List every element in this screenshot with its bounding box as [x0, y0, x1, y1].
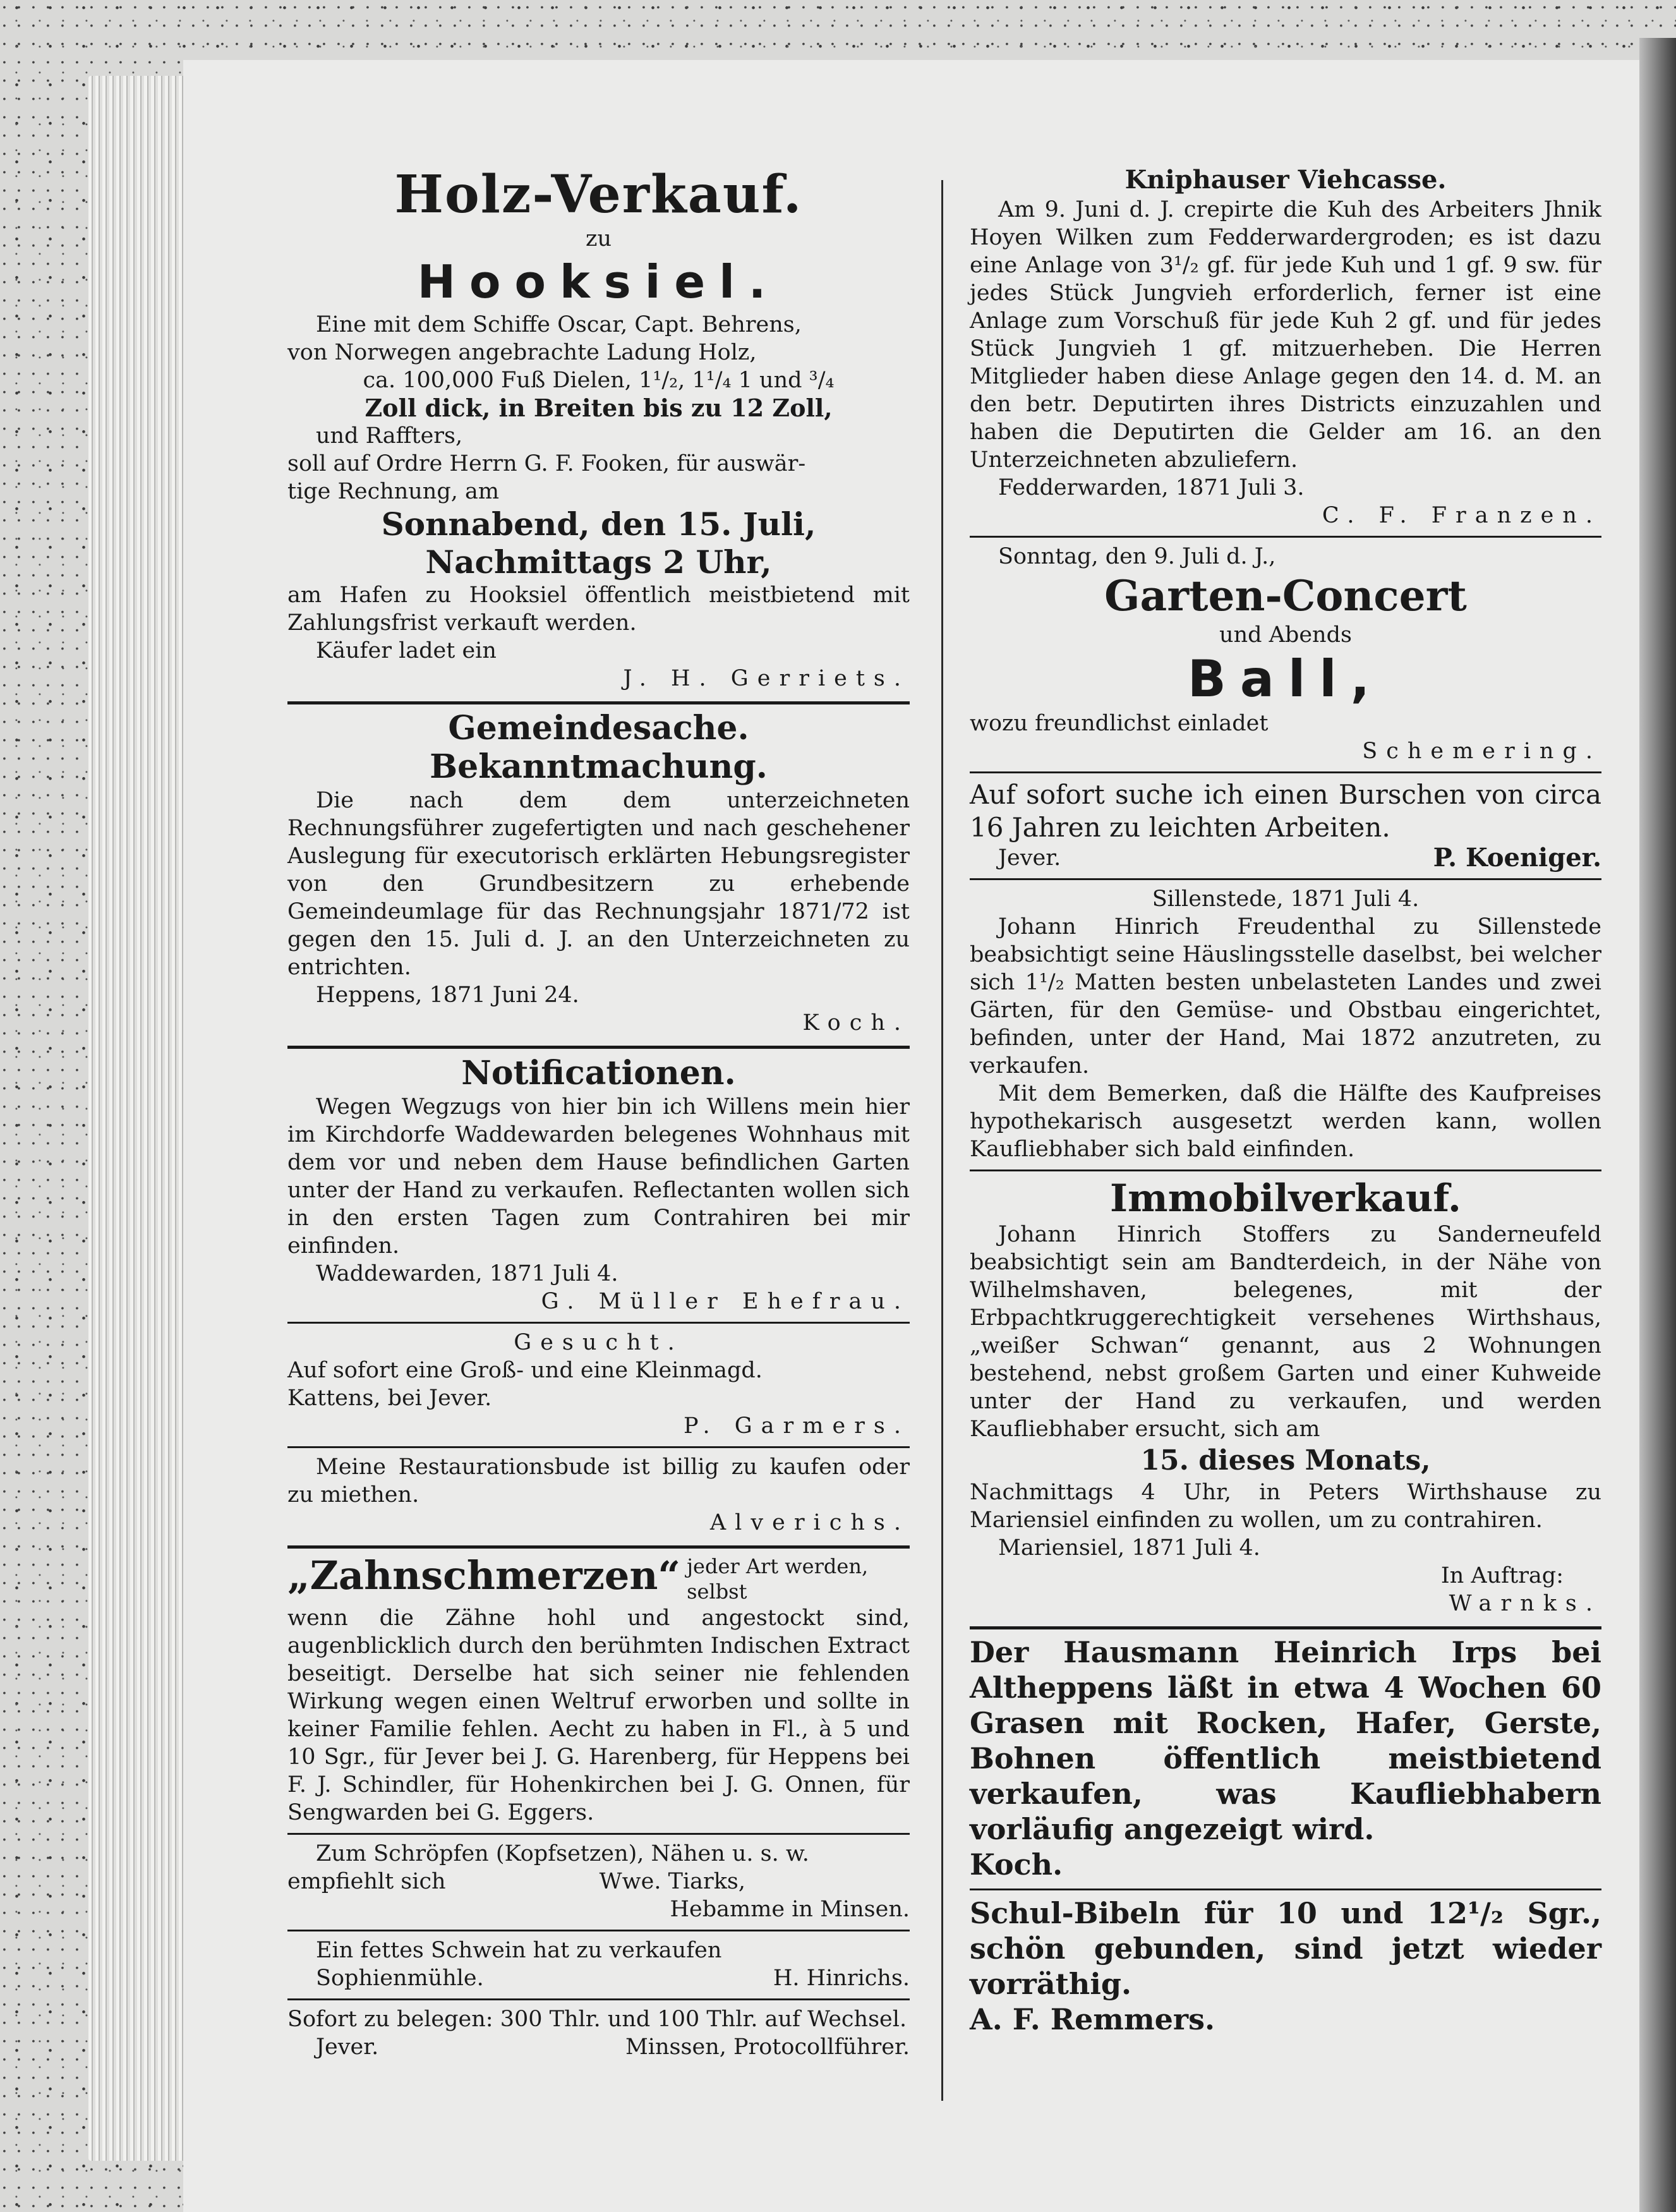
ad-schroepfen — [287, 1840, 910, 1923]
restauration-text: Meine Restaurationsbude ist billig zu kaufen oder zu miethen. — [287, 1454, 910, 1508]
ad-schwein — [287, 1937, 910, 1992]
holz-after: am Hafen zu Hooksiel öffentlich meistbietend mit Zahlungsfrist verkauft werden. — [287, 583, 910, 636]
separator — [287, 1833, 910, 1835]
zahn-title: „Zahnschmerzen“ — [287, 1552, 681, 1599]
ad-sofort — [287, 2005, 910, 2061]
holz-line-3: ca. 100,000 Fuß Dielen, 1¹/₂, 1¹/₄ 1 und ³/₄ — [363, 368, 835, 393]
gesucht-signer: P. Garmers. — [684, 1413, 910, 1439]
holz-line-6: soll auf Ordre Herrn G. F. Fooken, für auswär- — [287, 451, 806, 476]
bibel-text: Schul-Bibeln für 10 und 12¹/₂ Sgr., schön gebunden, sind jetzt wieder vorräthig. — [970, 1896, 1601, 2001]
irps-signer: Koch. — [970, 1847, 1063, 1882]
gemeinde-signer: Koch. — [802, 1010, 910, 1036]
immobil-text-2: Nachmittags 4 Uhr, in Peters Wirthshause zu Mariensiel einfinden zu wollen, um zu contrahiren. — [970, 1480, 1601, 1533]
gesucht-title: Gesucht. — [514, 1330, 684, 1355]
bursche-text: Auf sofort suche ich einen Burschen von circa 16 Jahren zu leichten Arbeiten. — [970, 779, 1601, 843]
immobil-place: Mariensiel, 1871 Juli 4. — [998, 1535, 1260, 1561]
concert-pre: Sonntag, den 9. Juli d. J., — [998, 544, 1276, 569]
separator — [287, 701, 910, 704]
ad-bursche — [970, 778, 1601, 872]
ad-garten-concert — [970, 543, 1601, 765]
separator — [287, 1545, 910, 1549]
ad-irps — [970, 1635, 1601, 1882]
schroepfen-line-2 — [287, 1868, 910, 1895]
notif-title: Notificationen. — [461, 1054, 736, 1092]
gemeinde-text: Die nach dem dem unterzeichneten Rechnungsführer zugefertigten und nach geschehener Auslegung für executorisch erklärten Hebungsregister von den Grundbesitzern zu erhebende Gemeindeumlage für das Rechnungsjahr 1871/72 ist gegen den 15. Juli d. J. an den Unterzeichneten zu entrichten. — [287, 788, 910, 980]
restauration-signer: Alverichs. — [709, 1510, 910, 1535]
kniphausen-text: Am 9. Juni d. J. crepirte die Kuh des Arbeiters Jhnik Hoyen Wilken zum Fedderwardergroden; es ist dazu eine Anlage von 3¹/₂ gf. für jede Kuh und 1 gf. 9 sw. für jedes Stück Jungvieh erforderlich, ferner ist eine Anlage zum Vorschuß für jede Kuh 2 gf. und für jedes Stück Jungvieh 1 gf. mitzuerheben. Die Herren Mitglieder haben diese Anlage gegen den 14. d. M. an den betr. Deputirten ihres Districts einzuzahlen und haben die Deputirten die Gelder am 16. an den Unterzeichneten abzuliefern. — [970, 197, 1601, 473]
concert-and: und Abends — [1219, 622, 1352, 648]
sofort-line-2 — [287, 2033, 910, 2061]
immobil-auftrag: In Auftrag: — [1440, 1563, 1564, 1588]
zahn-text: wenn die Zähne hohl und angestockt sind, augenblicklich durch den berühmten Indischen Extract beseitigt. Derselbe hat sich seiner nie fehlenden Wirkung wegen einen Weltruf erworben und sollte in keiner Familie fehlen. Aecht zu haben in Fl., à 5 und 10 Sgr., für Jever bei J. G. Harenberg, für Heppens bei F. J. Schindler, für Hohenkirchen bei J. G. Onnen, für Sengwarden bei G. Eggers. — [287, 1605, 910, 1825]
bibel-signer: A. F. Remmers. — [970, 2002, 1215, 2036]
ad-zahnschmerzen — [287, 1554, 910, 1827]
holz-time: Nachmittags 2 Uhr, — [425, 543, 772, 581]
column-divider — [941, 180, 943, 2101]
immobil-signer: Warnks. — [1449, 1591, 1601, 1616]
immobil-text: Johann Hinrich Stoffers zu Sanderneufeld beabsichtigt sein am Bandterdeich, in der Nähe von Wilhelmshaven, belegenes, mit der Erbpachtkruggerechtigkeit versehenes Wirthshaus, „weißer Schwan“ genannt, aus 2 Wohnungen bestehend, nebst großem Garten und einer Kuhweide unter der Hand zu verkaufen, und werden Kaufliebhaber ersucht, sich am — [970, 1222, 1601, 1442]
freudenthal-date: Sillenstede, 1871 Juli 4. — [1152, 886, 1420, 912]
bursche-signer: P. Koeniger. — [1433, 843, 1601, 873]
schwein-signer: H. Hinrichs. — [773, 1966, 910, 1991]
schwein-line-1: Ein fettes Schwein hat zu verkaufen — [316, 1938, 722, 1963]
notif-signer: G. Müller Ehefrau. — [541, 1289, 910, 1314]
notif-date: Waddewarden, 1871 Juli 4. — [316, 1261, 618, 1286]
gesucht-text: Auf sofort eine Groß- und eine Kleinmagd. — [287, 1358, 763, 1383]
ad-immobilverkauf — [970, 1176, 1601, 1617]
holz-zu: zu — [586, 226, 612, 251]
holz-line-2: von Norwegen angebrachte Ladung Holz, — [287, 340, 757, 365]
separator — [970, 1626, 1601, 1629]
concert-title: Garten-Concert — [1104, 571, 1467, 620]
freudenthal-text-2: Mit dem Bemerken, daß die Hälfte des Kaufpreises hypothekarisch ausgesetzt werden kann, wollen Kaufliebhaber sich bald einfinden. — [970, 1081, 1601, 1162]
kniphausen-signer: C. F. Franzen. — [1322, 503, 1601, 528]
gemeinde-subtitle: Bekanntmachung. — [430, 747, 768, 786]
schwein-place: Sophienmühle. — [316, 1966, 484, 1991]
holz-signer: J. H. Gerriets. — [623, 666, 910, 691]
kniphausen-date: Fedderwarden, 1871 Juli 3. — [998, 475, 1305, 500]
freudenthal-text: Johann Hinrich Freudenthal zu Sillenstede beabsichtigt seine Häuslingsstelle daselbst, bei welcher sich 1¹/₂ Matten besten unbelasteten Landes und zwei Gärten, für den Gemüse- und Obstbau eingerichtet, befinden, unter der Hand, Mai 1872 anzutreten, zu verkaufen. — [970, 914, 1601, 1079]
separator — [287, 1998, 910, 2000]
schwein-line-2 — [287, 1964, 910, 1992]
schroepfen-line-2b: Wwe. Tiarks, — [599, 1869, 745, 1894]
zahn-side: jeder Art werden, selbst — [687, 1554, 869, 1604]
gesucht-place: Kattens, bei Jever. — [287, 1386, 492, 1411]
ad-freudenthal — [970, 885, 1601, 1163]
separator — [287, 1046, 910, 1049]
bursche-place: Jever. — [998, 845, 1061, 871]
holz-line-7: tige Rechnung, am — [287, 479, 500, 504]
book-binding-edge — [1639, 38, 1676, 2212]
right-column — [970, 164, 1601, 2037]
sofort-signer: Minssen, Protocollführer. — [625, 2034, 910, 2060]
separator — [287, 1446, 910, 1448]
schroepfen-line-2a: empfiehlt sich — [287, 1869, 446, 1894]
separator — [287, 1930, 910, 1931]
separator — [970, 1889, 1601, 1890]
immobil-date: 15. dieses Monats, — [1140, 1444, 1431, 1477]
ad-gemeindesache — [287, 710, 910, 1037]
schroepfen-line-1: Zum Schröpfen (Kopfsetzen), Nähen u. s. w. — [316, 1841, 809, 1866]
separator — [970, 771, 1601, 773]
left-column — [287, 164, 910, 2061]
holz-invite: Käufer ladet ein — [316, 638, 497, 663]
separator — [287, 1322, 910, 1324]
holz-line-4: Zoll dick, in Breiten bis zu 12 Zoll, — [365, 394, 833, 422]
separator — [970, 536, 1601, 538]
ad-schul-bibeln — [970, 1895, 1601, 2037]
holz-date: Sonnabend, den 15. Juli, — [381, 505, 816, 543]
ad-gesucht — [287, 1329, 910, 1440]
holz-line-5: und Raffters, — [316, 423, 463, 449]
concert-signer: Schemering. — [1362, 739, 1601, 764]
schroepfen-line-3: Hebamme in Minsen. — [670, 1897, 910, 1922]
concert-invite: wozu freundlichst einladet — [970, 711, 1269, 736]
bursche-line-2 — [970, 844, 1601, 872]
gemeinde-date: Heppens, 1871 Juni 24. — [316, 982, 579, 1008]
gemeinde-title: Gemeindesache. — [448, 709, 749, 747]
holz-line-1: Eine mit dem Schiffe Oscar, Capt. Behrens, — [316, 312, 802, 337]
ad-kniphauser-viehcasse — [970, 164, 1601, 529]
holz-place: Hooksiel. — [417, 255, 780, 308]
immobil-title: Immobilverkauf. — [1110, 1176, 1461, 1221]
separator — [970, 1169, 1601, 1171]
page-edges — [88, 76, 183, 2161]
sofort-text: Sofort zu belegen: 300 Thlr. und 100 Thlr. auf Wechsel. — [287, 2007, 907, 2032]
kniphausen-title: Kniphauser Viehcasse. — [1124, 165, 1447, 195]
holz-title: Holz-Verkauf. — [394, 164, 803, 225]
ad-holz-verkauf — [287, 164, 910, 692]
notif-text: Wegen Wegzugs von hier bin ich Willens mein hier im Kirchdorfe Waddewarden belegenes Wohnhaus mit dem vor und neben dem Hause befindlichen Garten unter der Hand zu verkaufen. Reflectanten wollen sich in den ersten Tagen zum Contrahiren bei mir einfinden. — [287, 1094, 910, 1259]
ad-notificationen — [287, 1054, 910, 1315]
sofort-place: Jever. — [316, 2034, 379, 2060]
zahn-head — [287, 1554, 910, 1604]
separator — [970, 878, 1601, 880]
concert-ball: Ball, — [1187, 650, 1384, 708]
irps-text: Der Hausmann Heinrich Irps bei Altheppens läßt in etwa 4 Wochen 60 Grasen mit Rocken, Hafer, Gerste, Bohnen öffentlich meistbietend verkaufen, was Kaufliebhabern vorläufig angezeigt wird. — [970, 1635, 1601, 1846]
ad-restauration — [287, 1453, 910, 1537]
